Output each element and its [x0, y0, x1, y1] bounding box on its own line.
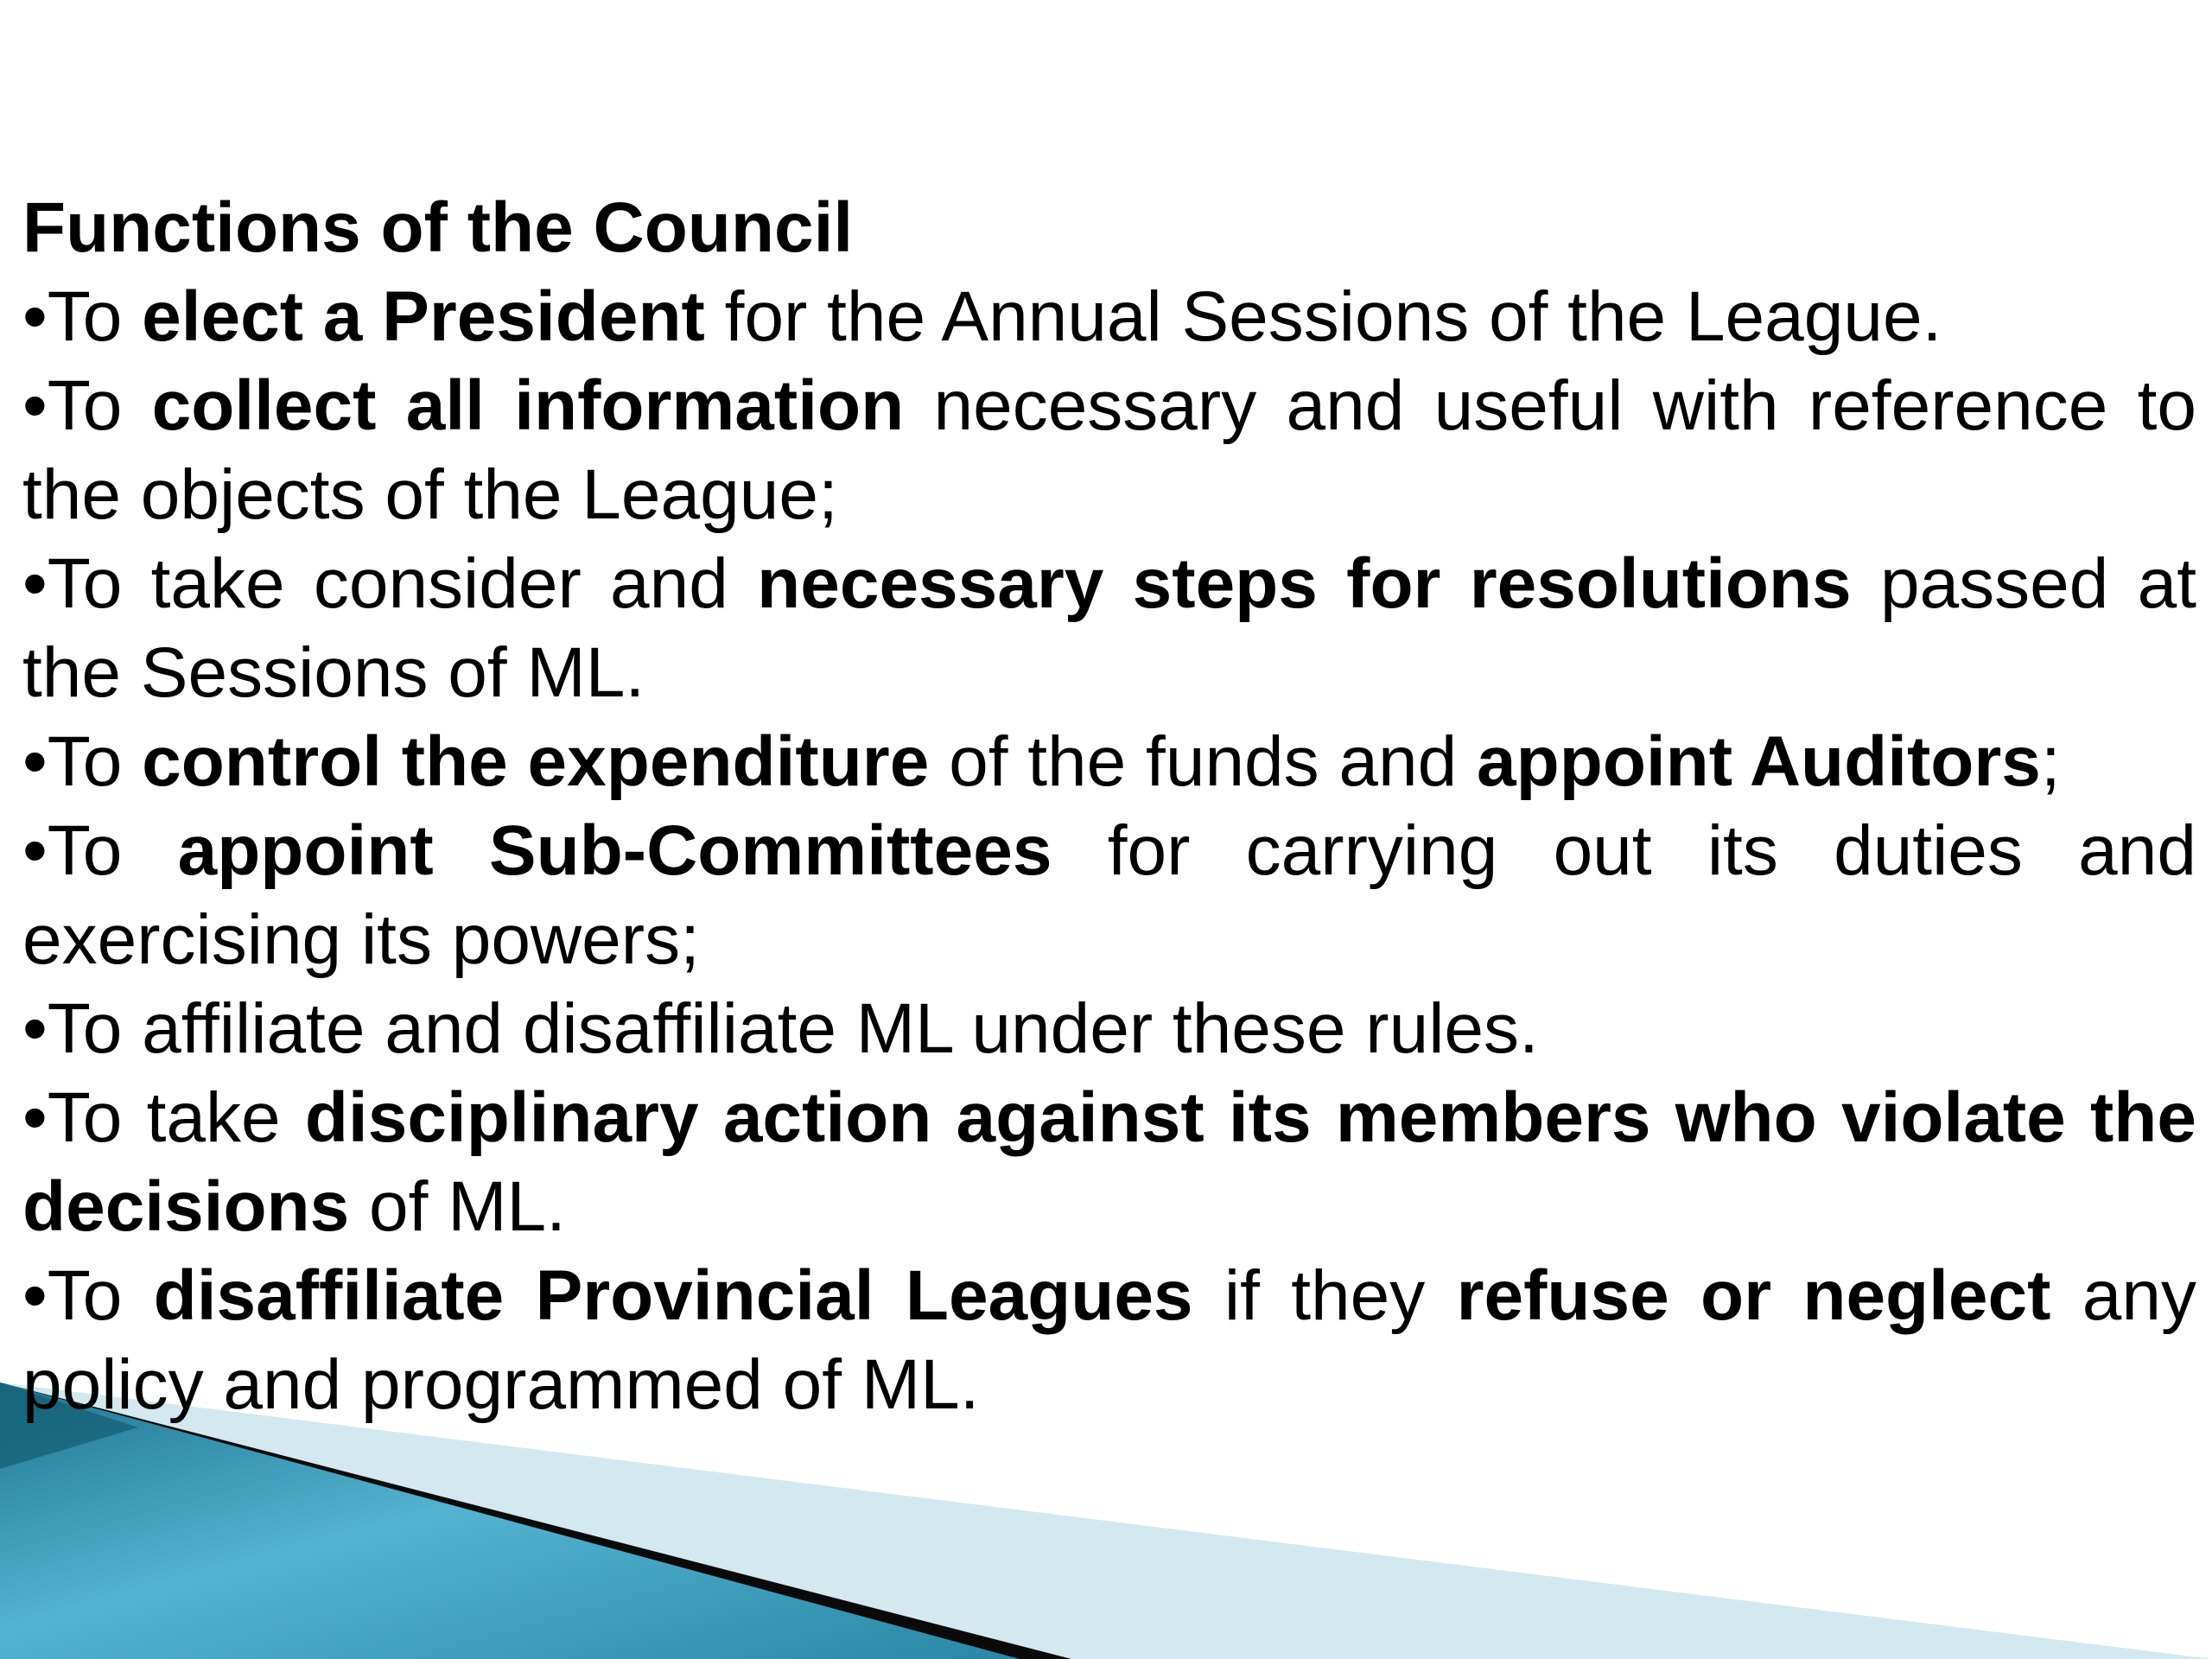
bullet-text: of the funds and — [929, 722, 1478, 801]
bullet-item — [22, 539, 2196, 717]
bullet-text: To — [47, 722, 143, 801]
bullet-list — [22, 272, 2196, 1429]
bullet-text: ; — [2040, 722, 2061, 801]
bullet-emphasis: appoint Auditors — [1477, 722, 2041, 801]
slide-title: Functions of the Council — [22, 188, 854, 267]
bullet-text: for the Annual Sessions of the League. — [704, 277, 1942, 356]
bullet-text: To — [47, 1256, 154, 1335]
bullet-marker: • — [22, 1256, 48, 1335]
bullet-text: of ML. — [349, 1167, 566, 1246]
bullet-emphasis: appoint Sub-Committees — [177, 811, 1052, 890]
bullet-text: any policy and programmed of ML. — [22, 1256, 2197, 1424]
bullet-item — [22, 806, 2196, 984]
bullet-emphasis: control the expenditure — [142, 722, 930, 801]
bullet-emphasis: necessary steps for resolutions — [757, 544, 1852, 623]
bullet-marker: • — [22, 544, 48, 623]
bullet-text: passed at the Sessions of ML. — [22, 544, 2197, 712]
bullet-marker: • — [22, 1078, 48, 1157]
bullet-marker: • — [22, 989, 48, 1068]
bullet-text: To — [47, 811, 178, 890]
bullet-text: To take — [47, 1078, 305, 1157]
bullet-item — [22, 1251, 2196, 1429]
bullet-text: To take consider and — [47, 544, 758, 623]
bullet-text: To — [47, 366, 152, 445]
bullet-text: if they — [1192, 1256, 1457, 1335]
bullet-emphasis: disaffiliate Provincial Leagues — [153, 1256, 1193, 1335]
bullet-marker: • — [22, 366, 48, 445]
bullet-item — [22, 272, 2196, 361]
bullet-text: To affiliate and disaffiliate ML under these rules. — [47, 989, 1539, 1068]
bullet-emphasis: refuse or neglect — [1456, 1256, 2051, 1335]
bullet-emphasis: collect all information — [151, 366, 905, 445]
bullet-text: for carrying out its duties and exercising its powers; — [22, 811, 2196, 979]
bullet-item — [22, 984, 2196, 1073]
bullet-text: To — [47, 277, 143, 356]
slide-content — [22, 183, 2196, 1429]
bullet-marker: • — [22, 277, 48, 356]
bullet-marker: • — [22, 811, 48, 890]
bullet-emphasis: elect a President — [142, 277, 705, 356]
bullet-emphasis: disciplinary action against its members who violate the decisions — [22, 1078, 2196, 1246]
bullet-text: necessary and useful with reference to the objects of the League; — [22, 366, 2197, 534]
bullet-item — [22, 361, 2196, 539]
bullet-marker: • — [22, 722, 48, 801]
bullet-item — [22, 717, 2196, 806]
bullet-item — [22, 1073, 2196, 1251]
